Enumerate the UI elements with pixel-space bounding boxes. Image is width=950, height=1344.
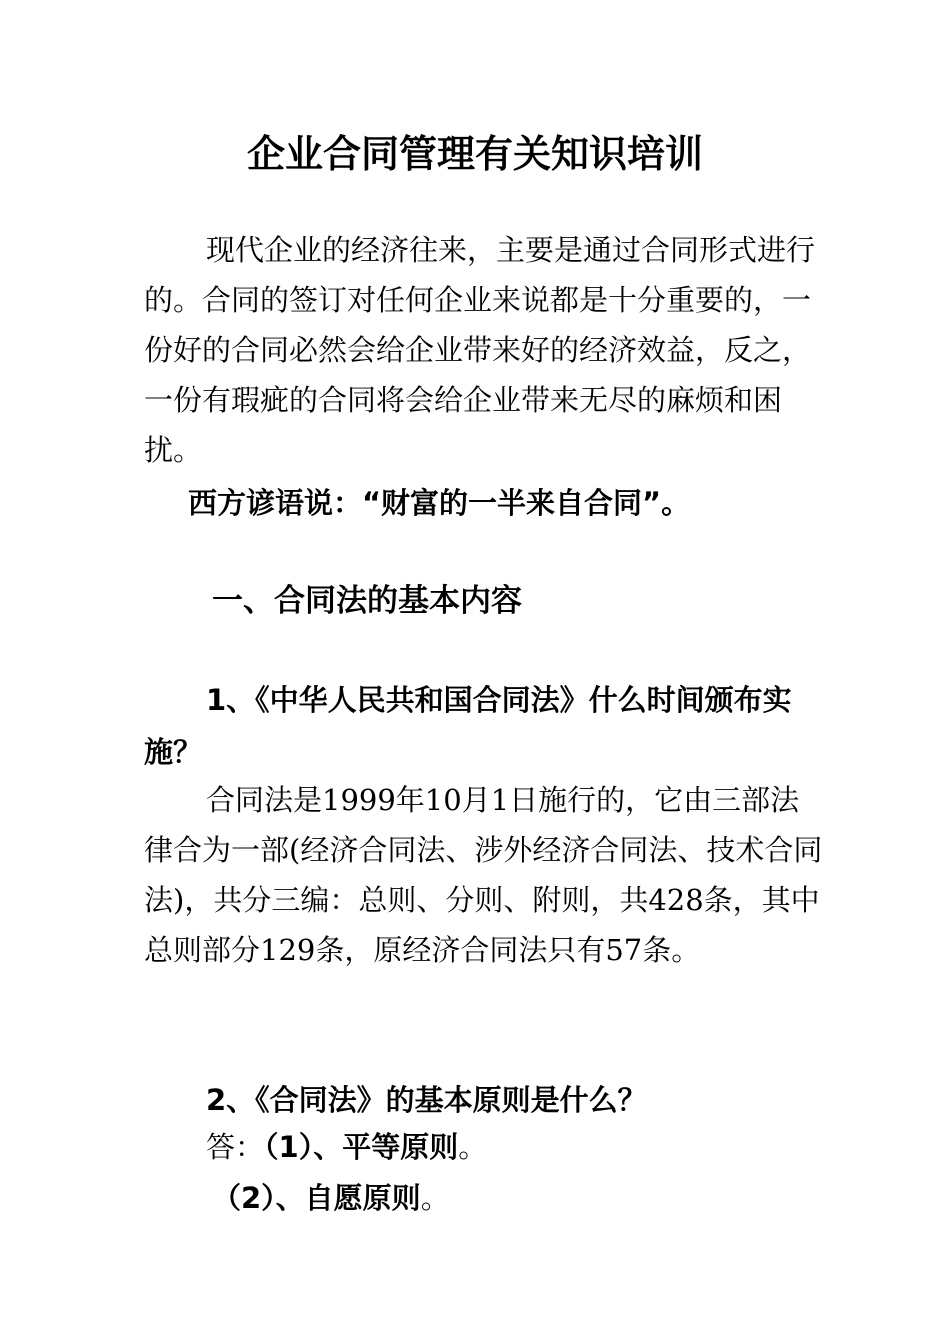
document-title: 企业合同管理有关知识培训 [246, 131, 703, 176]
section-heading: 一、合同法的基本内容 [212, 583, 522, 619]
answer-2-line-2 [212, 1173, 450, 1223]
question-1: 1、《中华人民共和国合同法》什么时间颁布实施？ [144, 683, 792, 769]
question-2: 2、《合同法》的基本原则是什么？ [206, 1083, 647, 1117]
principle-equality: （1）、平等原则 [264, 1130, 459, 1164]
intro-paragraph: 现代企业的经济往来，主要是通过合同形式进行的。合同的签订对任何企业来说都是十分重要的，一份好的合同必然会给企业带来好的经济效益，反之，一份有瑕疵的合同将会给企业带来无尽的麻烦和困扰。 [144, 233, 816, 467]
answer-prefix: 答： [206, 1130, 265, 1164]
answer-1: 合同法是1999年10月1日施行的，它由三部法律合为一部(经济合同法、涉外经济合同法、技术合同法)，共分三编：总则、分则、附则，共428条，其中总则部分129条，原经济合同法只有57条。 [144, 783, 823, 967]
answer-2-line-1 [206, 1122, 487, 1172]
principle-equality-end: 。 [458, 1130, 488, 1164]
proverb-line: 西方谚语说：“财富的一半来自合同”。 [188, 486, 691, 520]
principle-voluntary: （2）、自愿原则 [212, 1181, 421, 1215]
principle-voluntary-end: 。 [420, 1181, 450, 1215]
